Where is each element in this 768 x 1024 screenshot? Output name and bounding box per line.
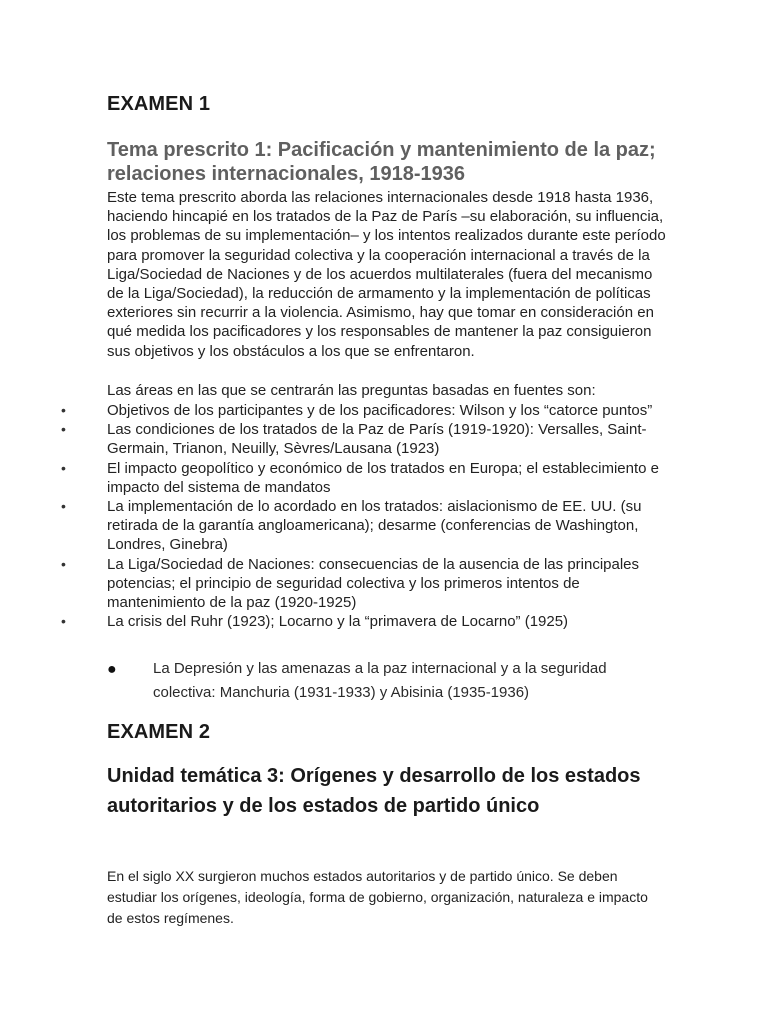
list-item-text: El impacto geopolítico y económico de los tratados en Europa; el establecimiento e impacto del sistema de mandatos xyxy=(107,459,659,496)
list-item-text: Las condiciones de los tratados de la Paz de París (1919-1920): Versalles, Saint-Germain, Trianon, Neuilly, Sèvres/Lausana (1923) xyxy=(107,421,647,458)
exam1-heading: EXAMEN 1 xyxy=(107,93,211,115)
list-item-text: Objetivos de los participantes y de los pacificadores: Wilson y los “catorce puntos” xyxy=(107,402,653,419)
list-item xyxy=(0,459,667,497)
bullet-icon: • xyxy=(61,421,66,438)
areas-intro: Las áreas en las que se centrarán las preguntas basadas en fuentes son: xyxy=(107,382,596,399)
list-item xyxy=(0,612,667,631)
topic-intro-paragraph: Este tema prescrito aborda las relaciones internacionales desde 1918 hasta 1936, haciendo hincapié en los tratados de la Paz de París –su elaboración, su influencia, los problemas de su implementación– y los intentos realizados durante este período para promover la seguridad colectiva y la cooperación internacional a través de la Liga/Sociedad de Naciones y de los acuerdos multilaterales (fuera del mecanismo de la Liga/Sociedad), la reducción de armamento y la implementación de políticas exteriores sin recurrir a la violencia. Asimismo, hay que tomar en consideración en qué medida los pacificadores y los responsables de mantener la paz consiguieron sus objetivos y los obstáculos a los que se enfrentaron. xyxy=(107,189,666,360)
list-item xyxy=(0,401,667,420)
exam2-heading: EXAMEN 2 xyxy=(107,721,211,743)
list-item xyxy=(0,555,667,613)
bullet-icon: • xyxy=(61,459,66,476)
unit-description: En el siglo XX surgieron muchos estados autoritarios y de partido único. Se deben estudiar los orígenes, ideología, forma de gobierno, organización, naturaleza e impacto de estos regímenes. xyxy=(107,868,648,926)
list-item xyxy=(0,497,667,555)
bullet-icon: • xyxy=(61,402,66,418)
list-item-text: La Liga/Sociedad de Naciones: consecuencias de la ausencia de las principales potencias; el principio de seguridad colectiva y los primeros intentos de mantenimiento de la paz (1920-1925) xyxy=(107,555,640,612)
list-item-text: La crisis del Ruhr (1923); Locarno y la “primavera de Locarno” (1925) xyxy=(107,613,569,631)
unit-title: Unidad temática 3: Orígenes y desarrollo de los estados autoritarios y de los estados de partido único xyxy=(107,765,641,817)
areas-bullet-list xyxy=(0,401,768,631)
bullet-dot-icon: ● xyxy=(107,661,117,678)
list-item xyxy=(0,420,667,458)
topic-title: Tema prescrito 1: Pacificación y mantenimiento de la paz; relaciones internacionales, 1918-1936 xyxy=(107,139,656,185)
list-item-text: La Depresión y las amenazas a la paz internacional y a la seguridad colectiva: Manchuria (1931-1933) y Abisinia (1935-1936) xyxy=(153,660,607,701)
list-item-text: La implementación de lo acordado en los tratados: aislacionismo de EE. UU. (su retirada de la garantía angloamericana); desarme (conferencias de Washington, Londres, Ginebra) xyxy=(107,498,642,554)
bullet-icon: • xyxy=(61,555,66,572)
bullet-icon: • xyxy=(61,613,66,630)
bullet-icon: • xyxy=(61,498,66,515)
